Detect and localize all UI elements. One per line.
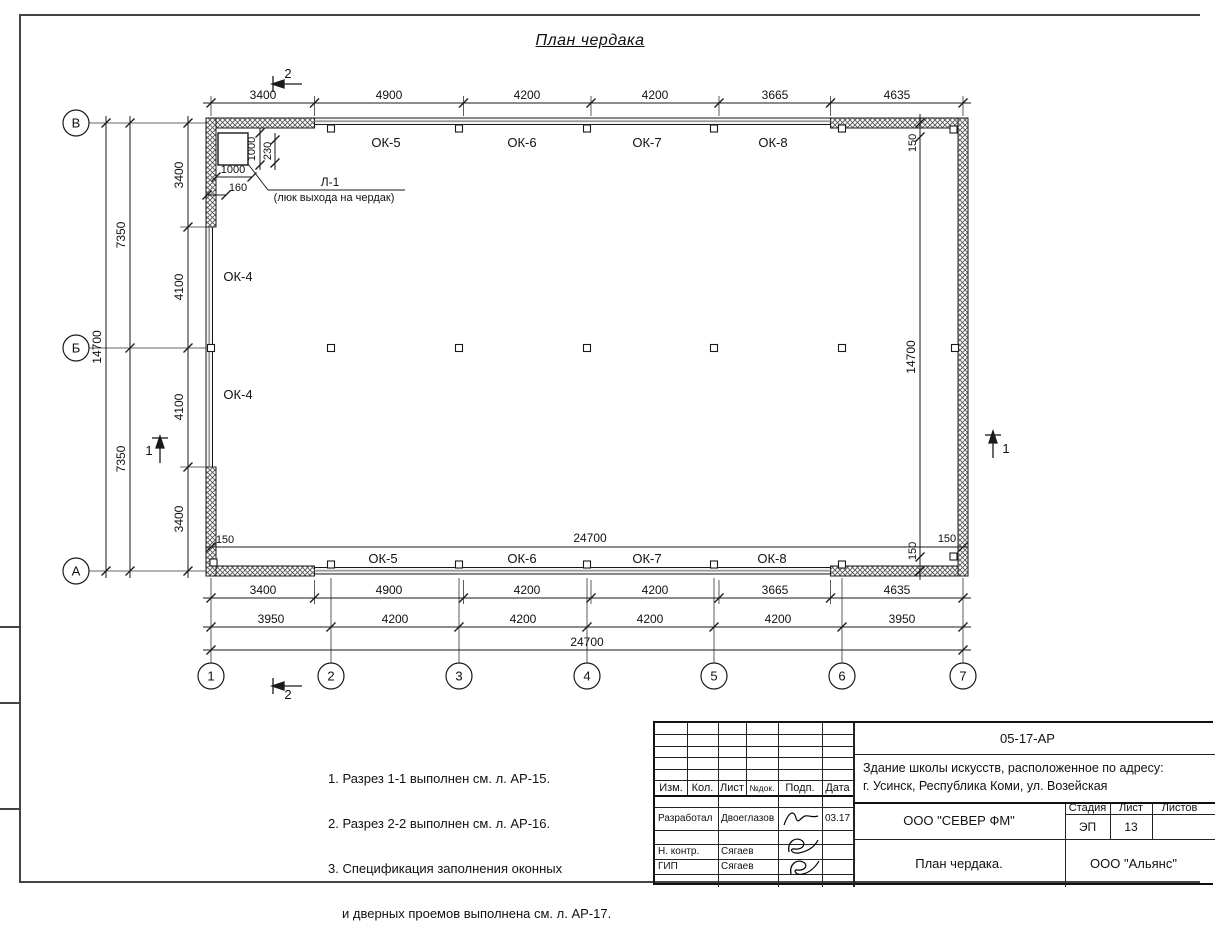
luke-code: Л-1: [320, 175, 340, 189]
dim-label: 14700: [904, 340, 918, 374]
object-line1: Здание школы искусств, расположенное по адресу:: [863, 761, 1164, 775]
dim-label: 4200: [636, 612, 664, 626]
dim-label: 150: [907, 133, 919, 153]
dim-label: 160: [228, 182, 248, 194]
contractor-name: ООО "Альянс": [1090, 855, 1177, 871]
sheet-number: 13: [1124, 819, 1138, 834]
dim-label: 3400: [172, 505, 186, 533]
section-label: 2: [284, 687, 292, 702]
dim-label: 4100: [172, 393, 186, 421]
dim-label: 3400: [249, 583, 277, 597]
dim-label: 4200: [513, 583, 541, 597]
dim-label: 4635: [883, 88, 911, 102]
section-marks: [152, 76, 1001, 694]
window-label: ОК-8: [757, 551, 787, 566]
date-cell: 03.17: [824, 813, 851, 824]
dim-label: 4900: [375, 583, 403, 597]
axis-col-label: 4: [583, 668, 591, 684]
notes-block: [328, 741, 611, 951]
axis-row-label: В: [71, 115, 81, 131]
sheet-label: Лист: [1119, 802, 1143, 814]
window-label: ОК-6: [507, 135, 537, 150]
doc-number: 05-17-АР: [1000, 731, 1055, 746]
section-label: 2: [284, 66, 292, 81]
signature: [784, 836, 822, 880]
role-razrabotal: Разработал: [658, 813, 713, 824]
window-label: ОК-5: [371, 135, 401, 150]
dim-label: 7350: [114, 445, 128, 473]
dim-label: 3950: [257, 612, 285, 626]
dim-label: 3950: [888, 612, 916, 626]
signature: [782, 809, 820, 829]
col-header-kol: Кол.: [691, 781, 714, 794]
dim-label: 150: [215, 534, 235, 546]
dim-label: 1000: [246, 136, 258, 162]
dim-label: 4200: [509, 612, 537, 626]
axis-row-label: А: [71, 563, 81, 579]
axis-col-label: 6: [838, 668, 846, 684]
dim-label: 150: [907, 541, 919, 561]
extension-lines: [89, 96, 963, 663]
axis-col-label: 1: [207, 668, 215, 684]
note-line: 1. Разрез 1-1 выполнен см. л. АР-15.: [328, 771, 551, 786]
col-header-list: Лист: [720, 781, 744, 794]
dim-label: 3665: [761, 583, 789, 597]
dim-label: 24700: [570, 635, 604, 649]
window-bands: [206, 118, 831, 574]
name-syagaev: Сягаев: [721, 861, 754, 872]
dim-label: 3400: [172, 161, 186, 189]
col-header-ndok: №док.: [749, 782, 775, 793]
stage-label: Стадия: [1068, 802, 1107, 814]
name-syagaev: Сягаев: [721, 846, 754, 857]
window-label: ОК-5: [368, 551, 398, 566]
dim-label: 3665: [761, 88, 789, 102]
dim-label: 24700: [573, 531, 607, 545]
window-label: ОК-8: [758, 135, 788, 150]
col-header-izm: Изм.: [659, 781, 683, 794]
role-gip: ГИП: [658, 861, 678, 872]
title-block: [653, 721, 1213, 885]
window-label: ОК-7: [632, 551, 662, 566]
luke-callout: [274, 175, 395, 204]
axis-col-label: 3: [455, 668, 463, 684]
dim-label: 3400: [249, 88, 277, 102]
dim-label: 4635: [883, 583, 911, 597]
section-label: 1: [1002, 441, 1010, 456]
axis-col-label: 5: [710, 668, 718, 684]
dim-label: 4200: [381, 612, 409, 626]
org-name: ООО "СЕВЕР ФМ": [903, 813, 1015, 828]
dim-label: 4900: [375, 88, 403, 102]
stage-value: ЭП: [1078, 819, 1097, 834]
sheet-title-cell: План чердака.: [915, 855, 1003, 871]
role-nkontr: Н. контр.: [658, 846, 700, 857]
luke-desc: (люк выхода на чердак): [273, 192, 395, 204]
dim-label: 4200: [641, 88, 669, 102]
dim-label: 7350: [114, 221, 128, 249]
axis-col-label: 7: [959, 668, 967, 684]
dim-label: 4200: [513, 88, 541, 102]
note-line: 2. Разрез 2-2 выполнен см. л. АР-16.: [328, 816, 551, 831]
note-line: 3. Спецификация заполнения оконных: [328, 861, 563, 876]
dim-label: 1000: [220, 164, 246, 176]
note-line: и дверных проемов выполнена см. л. АР-17.: [342, 906, 612, 921]
dim-label: 230: [262, 141, 274, 161]
object-line2: г. Усинск, Республика Коми, ул. Возейская: [863, 779, 1108, 793]
dim-label: 14700: [90, 330, 104, 364]
window-label: ОК-6: [507, 551, 537, 566]
axis-bubbles: [63, 110, 976, 689]
window-label: ОК-4: [223, 269, 253, 284]
sheets-label: Листов: [1161, 802, 1198, 814]
col-header-podp: Подп.: [785, 781, 815, 794]
roof-hatch-luke: [218, 133, 248, 165]
section-label: 1: [145, 443, 153, 458]
col-header-data: Дата: [825, 781, 850, 794]
dim-label: 4200: [764, 612, 792, 626]
page-title: План чердака: [535, 32, 645, 49]
dim-label: 4200: [641, 583, 669, 597]
window-label: ОК-7: [632, 135, 662, 150]
dim-label: 150: [937, 533, 957, 545]
name-dvoeglazov: Двоеглазов: [721, 813, 775, 824]
axis-col-label: 2: [327, 668, 335, 684]
dim-label: 4100: [172, 273, 186, 301]
axis-row-label: Б: [71, 340, 81, 356]
window-label: ОК-4: [223, 387, 253, 402]
